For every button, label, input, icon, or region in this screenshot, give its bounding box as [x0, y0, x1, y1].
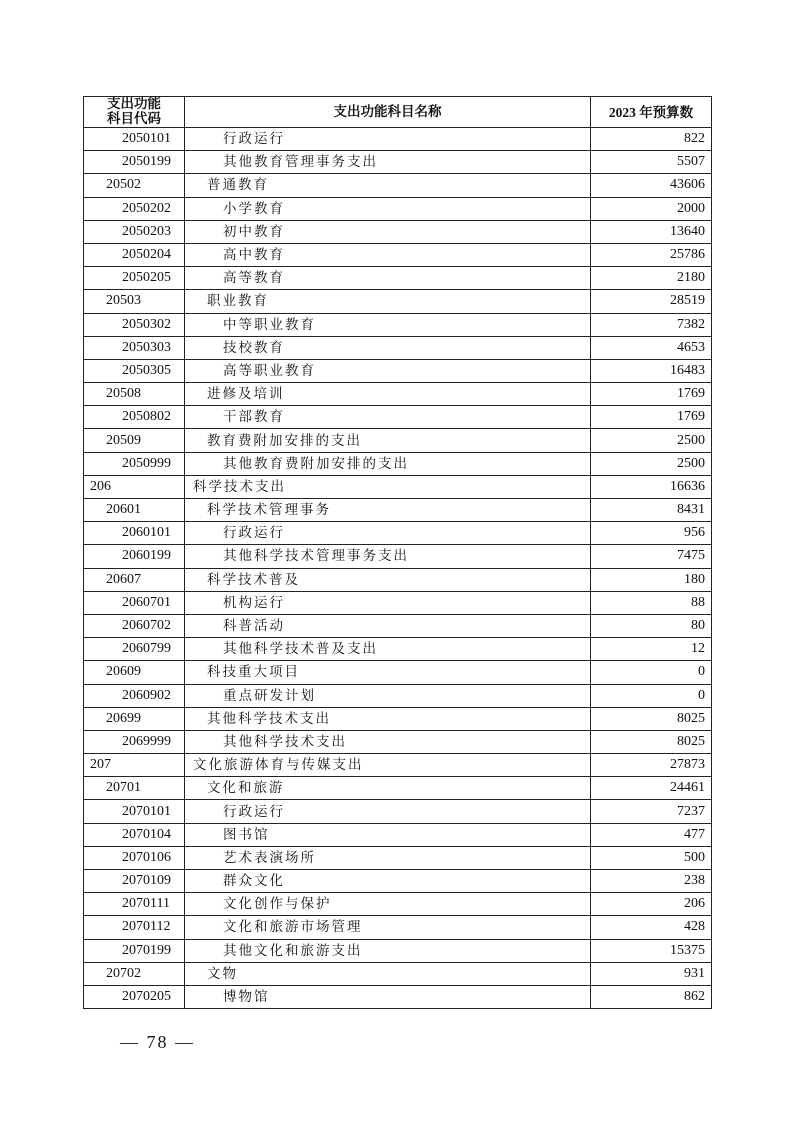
table-row [84, 452, 712, 475]
row-amount: 2500 [591, 452, 712, 475]
row-amount: 16483 [591, 359, 712, 382]
table-row [84, 475, 712, 498]
row-amount: 956 [591, 522, 712, 545]
row-name: 科学技术管理事务 [185, 499, 591, 522]
table-row [84, 707, 712, 730]
row-code: 20509 [84, 429, 185, 452]
row-amount: 206 [591, 893, 712, 916]
row-name: 高等职业教育 [185, 359, 591, 382]
row-amount: 862 [591, 985, 712, 1008]
row-name: 文化旅游体育与传媒支出 [185, 754, 591, 777]
row-code: 2070199 [84, 939, 185, 962]
row-name: 进修及培训 [185, 383, 591, 406]
row-code: 2060101 [84, 522, 185, 545]
table-row [84, 359, 712, 382]
row-amount: 88 [591, 591, 712, 614]
table-row [84, 197, 712, 220]
row-code: 2069999 [84, 730, 185, 753]
table-row [84, 591, 712, 614]
header-code-line1: 支出功能 [107, 96, 161, 112]
row-name: 职业教育 [185, 290, 591, 313]
row-code: 20508 [84, 383, 185, 406]
row-amount: 28519 [591, 290, 712, 313]
row-amount: 2500 [591, 429, 712, 452]
row-name: 其他教育费附加安排的支出 [185, 452, 591, 475]
row-code: 20503 [84, 290, 185, 313]
table-row [84, 730, 712, 753]
table-row [84, 661, 712, 684]
row-name: 科普活动 [185, 614, 591, 637]
row-amount: 428 [591, 916, 712, 939]
row-name: 其他科学技术支出 [185, 707, 591, 730]
table-row [84, 267, 712, 290]
table-row [84, 893, 712, 916]
table-row [84, 336, 712, 359]
table-row [84, 568, 712, 591]
row-code: 2050101 [84, 128, 185, 151]
header-name: 支出功能科目名称 [185, 97, 591, 128]
header-code [84, 97, 185, 128]
table-row [84, 800, 712, 823]
row-amount: 0 [591, 684, 712, 707]
table-row [84, 823, 712, 846]
row-name: 教育费附加安排的支出 [185, 429, 591, 452]
row-code: 20609 [84, 661, 185, 684]
row-name: 群众文化 [185, 870, 591, 893]
row-amount: 16636 [591, 475, 712, 498]
row-code: 2050204 [84, 243, 185, 266]
table-body [84, 128, 712, 1009]
row-amount: 822 [591, 128, 712, 151]
row-name: 技校教育 [185, 336, 591, 359]
row-name: 机构运行 [185, 591, 591, 614]
row-code: 2050302 [84, 313, 185, 336]
row-code: 206 [84, 475, 185, 498]
table-row [84, 499, 712, 522]
table-row [84, 406, 712, 429]
row-code: 2060702 [84, 614, 185, 637]
row-amount: 12 [591, 638, 712, 661]
row-name: 小学教育 [185, 197, 591, 220]
table-row [84, 962, 712, 985]
row-code: 20701 [84, 777, 185, 800]
table-row [84, 545, 712, 568]
table-row [84, 290, 712, 313]
row-code: 20601 [84, 499, 185, 522]
row-code: 2070104 [84, 823, 185, 846]
row-code: 2050202 [84, 197, 185, 220]
row-amount: 8431 [591, 499, 712, 522]
row-code: 20502 [84, 174, 185, 197]
table-row [84, 243, 712, 266]
table-row [84, 522, 712, 545]
table-row [84, 614, 712, 637]
row-amount: 2000 [591, 197, 712, 220]
row-name: 其他科学技术普及支出 [185, 638, 591, 661]
row-amount: 1769 [591, 383, 712, 406]
row-name: 文化创作与保护 [185, 893, 591, 916]
table-row [84, 777, 712, 800]
row-amount: 24461 [591, 777, 712, 800]
row-code: 2050205 [84, 267, 185, 290]
table-row [84, 684, 712, 707]
table-row [84, 174, 712, 197]
row-name: 初中教育 [185, 220, 591, 243]
table-row [84, 638, 712, 661]
row-name: 其他科学技术管理事务支出 [185, 545, 591, 568]
row-code: 2060799 [84, 638, 185, 661]
row-name: 科学技术普及 [185, 568, 591, 591]
row-amount: 8025 [591, 730, 712, 753]
row-name: 其他文化和旅游支出 [185, 939, 591, 962]
row-name: 高等教育 [185, 267, 591, 290]
table-row [84, 754, 712, 777]
row-code: 20699 [84, 707, 185, 730]
row-name: 行政运行 [185, 800, 591, 823]
table-row [84, 151, 712, 174]
row-amount: 15375 [591, 939, 712, 962]
row-amount: 1769 [591, 406, 712, 429]
row-code: 2070111 [84, 893, 185, 916]
row-code: 2050305 [84, 359, 185, 382]
row-name: 博物馆 [185, 985, 591, 1008]
row-amount: 180 [591, 568, 712, 591]
row-amount: 238 [591, 870, 712, 893]
row-name: 其他科学技术支出 [185, 730, 591, 753]
row-code: 20702 [84, 962, 185, 985]
row-code: 2060701 [84, 591, 185, 614]
row-code: 2070109 [84, 870, 185, 893]
row-amount: 8025 [591, 707, 712, 730]
table-row [84, 870, 712, 893]
row-amount: 500 [591, 846, 712, 869]
row-amount: 7237 [591, 800, 712, 823]
row-name: 艺术表演场所 [185, 846, 591, 869]
row-amount: 43606 [591, 174, 712, 197]
table-row [84, 429, 712, 452]
row-name: 图书馆 [185, 823, 591, 846]
row-name: 行政运行 [185, 128, 591, 151]
row-code: 2050199 [84, 151, 185, 174]
row-name: 干部教育 [185, 406, 591, 429]
table-header-row [84, 97, 712, 128]
row-code: 2050303 [84, 336, 185, 359]
page-number: — 78 — [120, 1032, 195, 1052]
row-amount: 13640 [591, 220, 712, 243]
table-row [84, 128, 712, 151]
table-row [84, 846, 712, 869]
row-name: 普通教育 [185, 174, 591, 197]
table-row [84, 985, 712, 1008]
row-code: 2060199 [84, 545, 185, 568]
row-amount: 4653 [591, 336, 712, 359]
row-name: 文物 [185, 962, 591, 985]
row-code: 2050999 [84, 452, 185, 475]
row-amount: 2180 [591, 267, 712, 290]
row-name: 其他教育管理事务支出 [185, 151, 591, 174]
row-code: 2070101 [84, 800, 185, 823]
row-code: 2050802 [84, 406, 185, 429]
row-name: 高中教育 [185, 243, 591, 266]
row-amount: 0 [591, 661, 712, 684]
row-amount: 27873 [591, 754, 712, 777]
table-row [84, 383, 712, 406]
row-amount: 7475 [591, 545, 712, 568]
row-name: 科学技术支出 [185, 475, 591, 498]
row-code: 207 [84, 754, 185, 777]
table-row [84, 939, 712, 962]
row-amount: 5507 [591, 151, 712, 174]
header-code-line2: 科目代码 [107, 111, 161, 127]
row-name: 重点研发计划 [185, 684, 591, 707]
table-row [84, 313, 712, 336]
row-code: 2070112 [84, 916, 185, 939]
row-code: 2070106 [84, 846, 185, 869]
row-name: 文化和旅游市场管理 [185, 916, 591, 939]
row-amount: 80 [591, 614, 712, 637]
row-amount: 25786 [591, 243, 712, 266]
row-amount: 7382 [591, 313, 712, 336]
row-name: 科技重大项目 [185, 661, 591, 684]
row-amount: 931 [591, 962, 712, 985]
header-amount: 2023 年预算数 [591, 97, 712, 128]
row-name: 文化和旅游 [185, 777, 591, 800]
row-amount: 477 [591, 823, 712, 846]
table-row [84, 916, 712, 939]
table-row [84, 220, 712, 243]
row-code: 2060902 [84, 684, 185, 707]
row-code: 2070205 [84, 985, 185, 1008]
row-code: 20607 [84, 568, 185, 591]
row-name: 中等职业教育 [185, 313, 591, 336]
budget-table [83, 96, 712, 1009]
row-name: 行政运行 [185, 522, 591, 545]
row-code: 2050203 [84, 220, 185, 243]
